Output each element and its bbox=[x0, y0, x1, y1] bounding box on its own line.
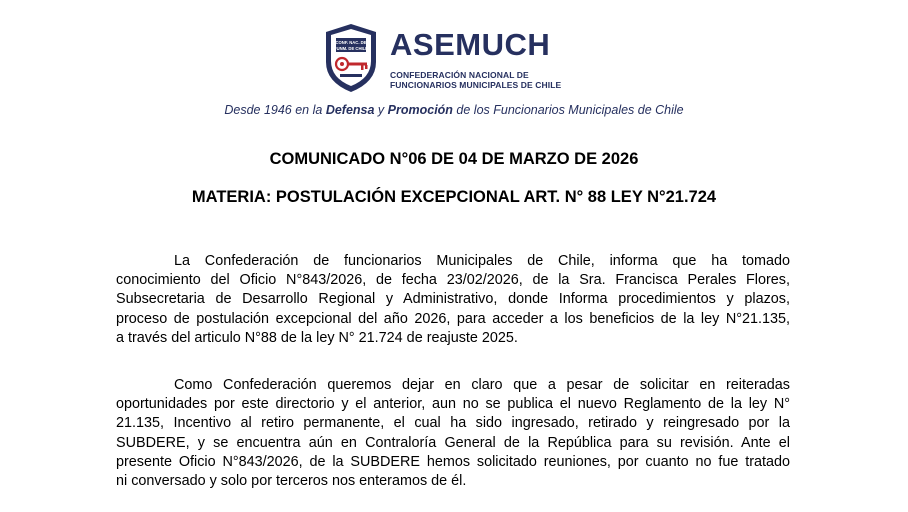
paragraph-line: oportunidades por este directorio y el anterior, aun no se publica el nuevo Reglamento de la ley N° bbox=[116, 396, 790, 413]
tagline bbox=[0, 103, 908, 117]
paragraph-line: 21.135, Incentivo al retiro permanente, el cual ha sido ingresado, retirado y reingresado por la bbox=[116, 415, 790, 432]
tagline-part: y bbox=[374, 103, 388, 117]
paragraph-line: proceso de postulación excepcional del año 2026, para acceder a los beneficios de la ley N°21.135, bbox=[116, 310, 790, 327]
paragraph-line: a través del articulo N°88 de la ley N° 21.724 de reajuste 2025. bbox=[116, 329, 518, 346]
paragraph-2 bbox=[116, 376, 790, 491]
organization-name: ASEMUCH bbox=[390, 27, 551, 62]
paragraph-line: La Confederación de funcionarios Municipales de Chile, informa que ha tomado bbox=[174, 253, 790, 269]
paragraph-1 bbox=[116, 252, 790, 348]
tagline-part: Desde 1946 en la bbox=[224, 103, 326, 117]
organization-full-name-line: FUNCIONARIOS MUNICIPALES DE CHILE bbox=[390, 80, 562, 90]
organization-full-name-line: CONFEDERACIÓN NACIONAL DE bbox=[390, 70, 529, 80]
paragraph-line: ni conversado y solo por terceros nos enteramos de él. bbox=[116, 472, 467, 489]
paragraph-line: SUBDERE, y se encuentra aún en Contraloría General de la República para su revisión. Ante el bbox=[116, 434, 790, 451]
paragraph-line: presente Oficio N°843/2026, de la SUBDERE hemos solicitado reuniones, por cuanto no fue tratado bbox=[116, 453, 790, 470]
paragraph-line: conocimiento del Oficio N°843/2026, de fecha 23/02/2026, de la Sra. Francisca Perales Flores, bbox=[116, 272, 790, 289]
emblem-line-1: CONF. NAC. DE bbox=[335, 40, 367, 45]
letterhead-logo bbox=[322, 22, 622, 94]
document-subject: MATERIA: POSTULACIÓN EXCEPCIONAL ART. N° 88 LEY N°21.724 bbox=[191, 188, 717, 206]
tagline-part: Promoción bbox=[387, 103, 453, 117]
paragraph-line: Subsecretaria de Desarrollo Regional y Administrativo, donde Informa procedimientos y plazos, bbox=[116, 291, 790, 308]
tagline-part: Defensa bbox=[325, 103, 375, 117]
tagline-part: de los Funcionarios Municipales de Chile bbox=[452, 103, 684, 117]
paragraph-line: Como Confederación queremos dejar en claro que a pesar de solicitar en reiteradas bbox=[174, 377, 790, 393]
organization-full-name bbox=[390, 70, 590, 90]
document-title: COMUNICADO N°06 DE 04 DE MARZO DE 2026 bbox=[269, 150, 639, 168]
emblem-line-2: FUNM. DE CHILE bbox=[334, 46, 368, 51]
asemuch-emblem-icon bbox=[322, 22, 380, 94]
